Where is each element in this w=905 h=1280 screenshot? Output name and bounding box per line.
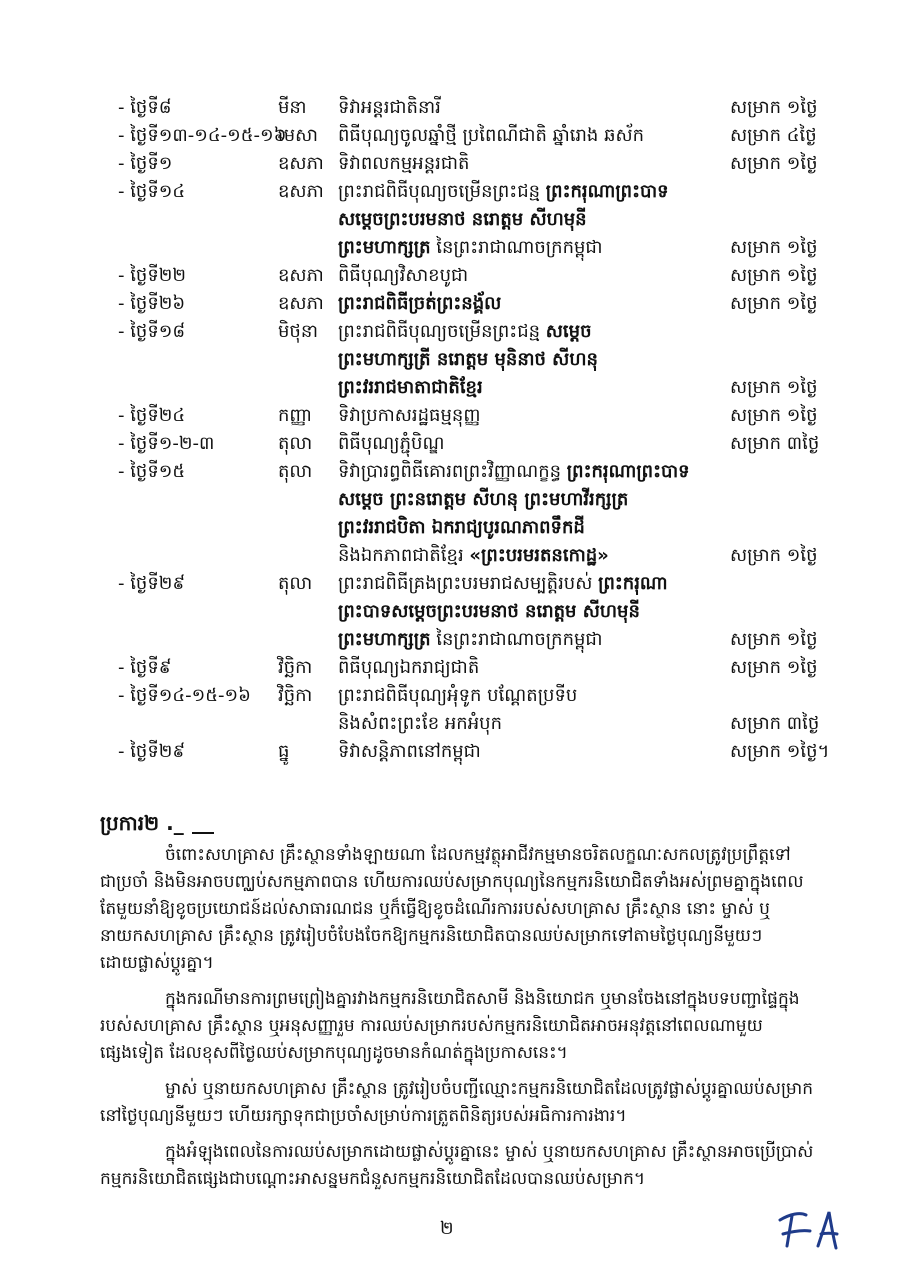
handwritten-initials <box>774 1206 844 1252</box>
description-bold-text: សម្តេចព្រះបរមនាថ នរោត្តម សីហមុនី <box>338 209 587 230</box>
holiday-month: វិច្ឆិកា <box>278 685 313 706</box>
holiday-description <box>338 94 730 122</box>
holiday-month: ឧសភា <box>278 265 324 286</box>
holiday-day: - ថ្ងៃទី១ <box>118 153 173 174</box>
holiday-leave-days: សម្រាក ១ថ្ងៃ <box>730 545 818 566</box>
holiday-month: មីនា <box>278 97 307 118</box>
description-text: ទិវាសន្តិភាពនៅកម្ពុជា <box>338 741 481 762</box>
description-bold-text: សម្តេច <box>545 321 592 342</box>
holiday-month: ឧសភា <box>278 181 324 202</box>
paragraph-line: នៅថ្ងៃបុណ្យនីមួយៗ ហើយរក្សាទុកជាប្រចាំសម្រាប់ការត្រួតពិនិត្យរបស់អធិការការងារ។ <box>100 1106 627 1126</box>
section-title-underline <box>192 832 214 834</box>
holiday-row <box>118 318 838 402</box>
paragraph-line: ម្ចាស់ ឬនាយកសហគ្រាស គ្រឹះស្ថាន ត្រូវរៀបចំបញ្ជីឈ្មោះកម្មករនិយោជិតដែលត្រូវផ្លាស់ប្តូរគ្នាឈប់សម្រាក <box>165 1079 813 1099</box>
description-text: នៃព្រះរាជាណាចក្រកម្ពុជា <box>430 237 603 258</box>
description-line <box>338 654 730 682</box>
description-bold-text: ព្រះករុណា <box>598 573 668 594</box>
description-line <box>338 122 730 150</box>
holiday-description <box>338 178 730 262</box>
description-line <box>338 150 730 178</box>
holiday-month: មិថុនា <box>278 321 318 342</box>
description-bold-text: ព្រះករុណាព្រះបាទ <box>566 461 690 482</box>
holiday-description <box>338 430 730 458</box>
holiday-leave-days: សម្រាក ១ថ្ងៃ <box>730 657 818 678</box>
paragraph-line: ជាប្រចាំ និងមិនអាចបញ្ឈប់សកម្មភាពបាន ហើយការឈប់សម្រាកបុណ្យនៃកម្មករនិយោជិតទាំងអស់ព្រមគ្នាក្នុងពេល <box>100 872 804 892</box>
description-bold-text: ព្រះបាទសម្តេចព្រះបរមនាថ នរោត្តម សីហមុនី <box>338 601 640 622</box>
holiday-row <box>118 570 838 654</box>
description-line <box>338 318 730 346</box>
description-line <box>338 430 730 458</box>
paragraph-line: កម្មករនិយោជិតផ្សេងជាបណ្តោះអាសន្នមកជំនួសកម្មករនិយោជិតដែលបានឈប់សម្រាក។ <box>100 1169 646 1189</box>
holiday-row <box>118 458 838 570</box>
description-text: នៃព្រះរាជាណាចក្រកម្ពុជា <box>430 629 603 650</box>
holiday-row <box>118 178 838 262</box>
holiday-row <box>118 738 838 766</box>
holiday-row <box>118 402 838 430</box>
description-line <box>338 206 730 234</box>
description-text: ទិវាអន្តរជាតិនារី <box>338 97 441 118</box>
paragraph-line: តែមួយនាំឱ្យខូចប្រយោជន៍ដល់សាធារណជន ឬក៏ធ្វើឱ្យខូចដំណើរការរបស់សហគ្រាស គ្រឹះស្ថាន នោះ ម្ចាស់ ឬ <box>100 899 770 919</box>
paragraph-line: ក្នុងករណីមានការព្រមព្រៀងគ្នារវាងកម្មករនិយោជិតសាមី និងនិយោជក ឬមានចែងនៅក្នុងបទបញ្ជាផ្ទៃក្នុង <box>165 989 800 1009</box>
holiday-month: ឧសភា <box>278 293 324 314</box>
holiday-day: - ថ្ងៃទី៨ <box>118 97 172 118</box>
article-body <box>100 842 840 1202</box>
holiday-day: - ថ្ងៃទី១-២-៣ <box>118 433 215 454</box>
holiday-day: - ថ្ងៃទី១៣-១៤-១៥-១៦ <box>118 125 287 146</box>
holiday-description <box>338 458 730 570</box>
holiday-row <box>118 94 838 122</box>
description-line <box>338 178 730 206</box>
description-line <box>338 570 730 598</box>
description-text: និងឯកភាពជាតិខ្មែរ <box>338 545 470 566</box>
holiday-description <box>338 122 730 150</box>
holiday-month: តុលា <box>278 461 313 482</box>
holiday-month: ធ្នូ <box>278 741 290 762</box>
holiday-day: - ថ្ងៃទី១៤ <box>118 181 186 202</box>
description-text: ព្រះរាជពិធីបុណ្យអុំទូក បណ្តែតប្រទីប <box>338 685 578 706</box>
holiday-month: វិច្ឆិកា <box>278 657 313 678</box>
description-line <box>338 542 730 570</box>
article-paragraph <box>100 986 840 1067</box>
holiday-row <box>118 290 838 318</box>
holiday-description <box>338 682 730 738</box>
description-line <box>338 458 730 486</box>
holiday-description <box>338 402 730 430</box>
holiday-description <box>338 654 730 682</box>
description-text: ព្រះរាជពិធីបុណ្យចម្រើនព្រះជន្ម <box>338 321 546 342</box>
holiday-description <box>338 570 730 654</box>
description-line <box>338 738 730 766</box>
description-bold-text: ព្រះរាជពិធីច្រត់ព្រះនង្គ័ល <box>338 293 502 314</box>
holiday-leave-days: សម្រាក ១ថ្ងៃ <box>730 237 818 258</box>
holiday-leave-days: សម្រាក ១ថ្ងៃ <box>730 405 818 426</box>
description-bold-text: ព្រះវររាជបិតា ឯករាជ្យបូរណភាពទឹកដី <box>338 517 585 538</box>
description-bold-text: សម្តេច ព្រះនរោត្តម សីហនុ ព្រះមហាវីរក្សត្រ <box>338 489 629 510</box>
holiday-day: - ថ្ងៃទី២៦ <box>118 293 186 314</box>
holiday-description <box>338 150 730 178</box>
holiday-table <box>118 94 838 766</box>
holiday-leave-days: សម្រាក ៤ថ្ងៃ <box>730 125 817 146</box>
holiday-day: - ថ្ងៃទី២៤ <box>118 405 186 426</box>
description-text: ទិវាពលកម្មអន្តរជាតិ <box>338 153 470 174</box>
paragraph-line: ដោយផ្លាស់ប្តូរគ្នា។ <box>100 953 214 973</box>
holiday-month: មេសា <box>278 125 318 146</box>
holiday-description <box>338 290 730 318</box>
holiday-description <box>338 738 730 766</box>
holiday-leave-days: សម្រាក ១ថ្ងៃ <box>730 293 818 314</box>
holiday-row <box>118 150 838 178</box>
description-line <box>338 402 730 430</box>
description-text: និងសំពះព្រះខែ អកអំបុក <box>338 713 503 734</box>
holiday-leave-days: សម្រាក ១ថ្ងៃ <box>730 377 818 398</box>
description-line <box>338 234 730 262</box>
description-text: ពិធីបុណ្យចូលឆ្នាំថ្មី ប្រពៃណីជាតិ ឆ្នាំរោង ឆស័ក <box>338 125 645 146</box>
description-text: ពិធីបុណ្យវិសាខបូជា <box>338 265 469 286</box>
description-line <box>338 346 730 374</box>
description-bold-text: «ព្រះបរមរតនកោដ្ឋ» <box>469 545 609 566</box>
section-title: ប្រការ២ ._ <box>100 811 184 835</box>
holiday-row <box>118 122 838 150</box>
holiday-month: តុលា <box>278 433 313 454</box>
description-bold-text: ព្រះមហាក្សត្រី នរោត្តម មុនិនាថ សីហនុ <box>338 349 598 370</box>
holiday-day: - ថ្ងៃទី២២ <box>118 265 187 286</box>
article-paragraph <box>100 1076 840 1130</box>
holiday-leave-days: សម្រាក ១ថ្ងៃ។ <box>730 741 830 762</box>
description-bold-text: ព្រះវររាជមាតាជាតិខ្មែរ <box>338 377 483 398</box>
paragraph-line: ក្នុងអំឡុងពេលនៃការឈប់សម្រាកដោយផ្លាស់ប្តូរគ្នានេះ ម្ចាស់ ឬនាយកសហគ្រាស គ្រឹះស្ថានអាចប្រើប្រាស់ <box>165 1142 814 1162</box>
description-line <box>338 94 730 122</box>
holiday-leave-days: សម្រាក ១ថ្ងៃ <box>730 97 818 118</box>
description-line <box>338 710 730 738</box>
paragraph-line: ផ្សេងទៀត ដែលខុសពីថ្ងៃឈប់សម្រាកបុណ្យដូចមានកំណត់ក្នុងប្រកាសនេះ។ <box>100 1043 568 1063</box>
description-line <box>338 626 730 654</box>
holiday-day: - ថ្ងៃទី៩ <box>118 657 172 678</box>
description-line <box>338 682 730 710</box>
paragraph-line: ចំពោះសហគ្រាស គ្រឹះស្ថានទាំងឡាយណា ដែលកម្មវត្ថុអាជីវកម្មមានចរិតលក្ខណៈសកលត្រូវប្រព្រឹត្តទៅ <box>165 845 791 865</box>
paragraph-line: របស់សហគ្រាស គ្រឹះស្ថាន ឬអនុសញ្ញារួម ការឈប់សម្រាករបស់កម្មករនិយោជិតអាចអនុវត្តនៅពេលណាមួយ <box>100 1016 763 1036</box>
description-text: ព្រះរាជពិធីគ្រងព្រះបរមរាជសម្បត្តិរបស់ <box>338 573 599 594</box>
description-text: ពិធីបុណ្យឯករាជ្យជាតិ <box>338 657 480 678</box>
holiday-day: - ថ្ងៃទី១៤-១៥-១៦ <box>118 685 251 706</box>
holiday-description <box>338 318 730 402</box>
description-line <box>338 514 730 542</box>
article-paragraph <box>100 1139 840 1193</box>
holiday-leave-days: សម្រាក ៣ថ្ងៃ <box>730 713 820 734</box>
description-line <box>338 290 730 318</box>
page-number: ២ <box>440 1218 454 1239</box>
holiday-month: ឧសភា <box>278 153 324 174</box>
description-bold-text: ព្រះមហាក្សត្រ <box>338 237 431 258</box>
description-line <box>338 262 730 290</box>
holiday-day: - ថ្ងៃទី១៨ <box>118 321 186 342</box>
holiday-leave-days: សម្រាក ១ថ្ងៃ <box>730 265 818 286</box>
holiday-month: កញ្ញា <box>278 405 312 426</box>
description-line <box>338 598 730 626</box>
description-text: ព្រះរាជពិធីបុណ្យចម្រើនព្រះជន្ម <box>338 181 546 202</box>
description-line <box>338 374 730 402</box>
holiday-leave-days: សម្រាក ៣ថ្ងៃ <box>730 433 820 454</box>
description-bold-text: ព្រះករុណាព្រះបាទ <box>545 181 669 202</box>
holiday-leave-days: សម្រាក ១ថ្ងៃ <box>730 153 818 174</box>
holiday-day: - ថ្ងៃទី២៩ <box>118 741 186 762</box>
description-text: ទិវាប្រារព្ធពិធីគោរពព្រះវិញ្ញាណក្ខន្ធ <box>338 461 567 482</box>
holiday-row <box>118 430 838 458</box>
holiday-row <box>118 682 838 738</box>
description-bold-text: ព្រះមហាក្សត្រ <box>338 629 431 650</box>
paragraph-line: នាយកសហគ្រាស គ្រឹះស្ថាន ត្រូវរៀបចំបែងចែកឱ្យកម្មករនិយោជិតបានឈប់សម្រាកទៅតាមថ្ងៃបុណ្យនីមួយៗ <box>100 926 763 946</box>
article-paragraph <box>100 842 840 977</box>
holiday-description <box>338 262 730 290</box>
holiday-row <box>118 262 838 290</box>
holiday-month: តុលា <box>278 573 313 594</box>
holiday-leave-days: សម្រាក ១ថ្ងៃ <box>730 629 818 650</box>
holiday-day: - ថ្ងៃទី១៥ <box>118 461 186 482</box>
description-text: ទិវាប្រកាសរដ្ឋធម្មនុញ្ញ <box>338 405 481 426</box>
holiday-row <box>118 654 838 682</box>
description-line <box>338 486 730 514</box>
description-text: ពិធីបុណ្យភ្ជុំបិណ្ឌ <box>338 433 445 454</box>
holiday-day: - ថ្ងៃទី២៩ <box>118 573 186 594</box>
